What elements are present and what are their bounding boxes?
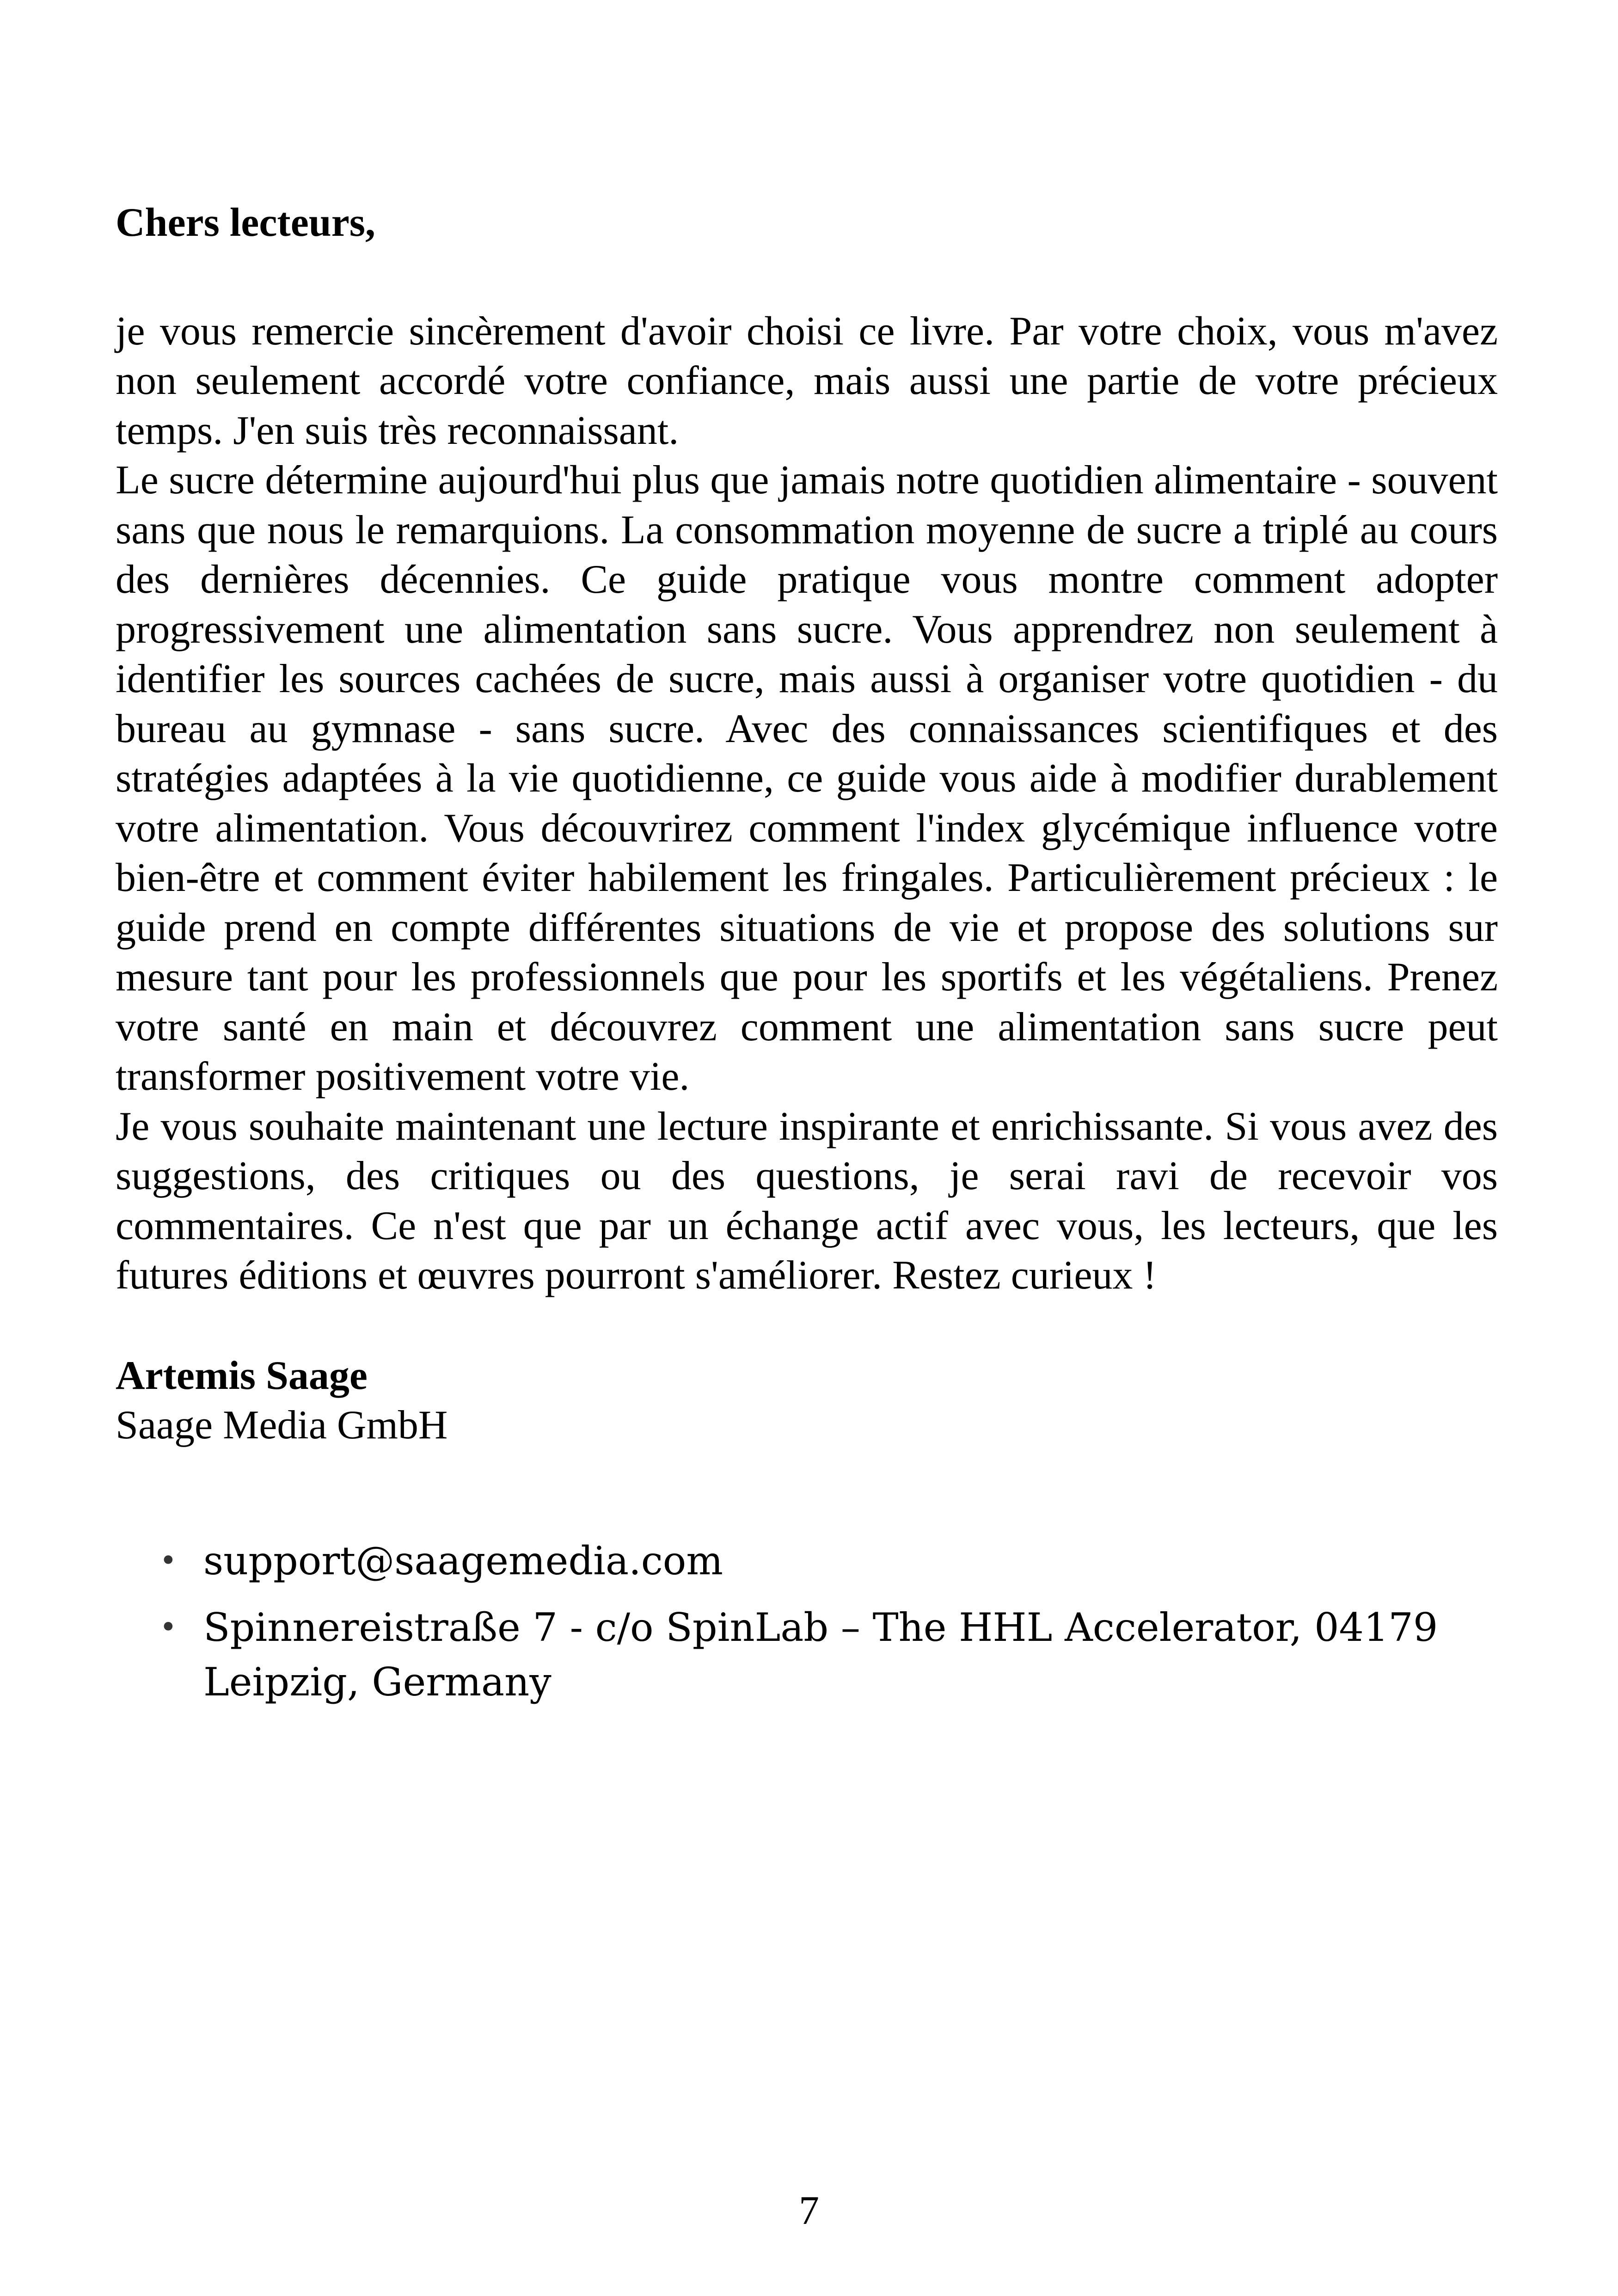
salutation: Chers lecteurs,: [116, 200, 376, 245]
email-address[interactable]: support@saagemedia.com: [203, 1538, 723, 1584]
author-name: Artemis Saage: [116, 1353, 368, 1398]
bullet-icon: •: [159, 1610, 177, 1645]
signature-block: [116, 1351, 1498, 1450]
company-name: Saage Media GmbH: [116, 1403, 448, 1448]
paragraph-thanks: je vous remercie sincèrement d'avoir choisi ce livre. Par votre choix, vous m'avez non seulement accordé votre confiance, mais aussi une partie de votre précieux temps. J'en suis très reconnaissant.: [116, 308, 1498, 453]
paragraph-closing: Je vous souhaite maintenant une lecture inspirante et enrichissante. Si vous avez des suggestions, des critiques ou des questions, je serai ravi de recevoir vos commentaires. Ce n'est que par un échange actif avec vous, les lecteurs, que les futures éditions et œuvres pourront s'améliorer. Restez curieux !: [116, 1104, 1498, 1298]
letter-body: [116, 307, 1498, 1301]
bullet-icon: •: [159, 1543, 177, 1578]
paragraph-guide-summary: Le sucre détermine aujourd'hui plus que jamais notre quotidien alimentaire - souvent sans que nous le remarquions. La consommation moyenne de sucre a triplé au cours des dernières décennies. Ce guide pratique vous montre comment adopter progressivement une alimentation sans sucre. Vous apprendrez non seulement à identifier les sources cachées de sucre, mais aussi à organiser votre quotidien - du bureau au gymnase - sans sucre. Avec des connaissances scientifiques et des stratégies adaptées à la vie quotidienne, ce guide vous aide à modifier durablement votre alimentation. Vous découvrirez comment l'index glycémique influence votre bien-être et comment éviter habilement les fringales. Particulièrement précieux : le guide prend en compte différentes situations de vie et propose des solutions sur mesure tant pour les professionnels que pour les sportifs et les végétaliens. Prenez votre santé en main et découvrez comment une alimentation sans sucre peut transformer positivement votre vie.: [116, 458, 1498, 1099]
letter-content: [116, 198, 1498, 1721]
contact-address: [159, 1600, 1498, 1709]
contact-list: [116, 1534, 1498, 1709]
contact-email: [159, 1534, 1498, 1588]
postal-address: Spinnereistraße 7 - c/o SpinLab – The HHL Accelerator, 04179 Leipzig, Germany: [203, 1604, 1438, 1705]
page-number: 7: [799, 2188, 819, 2233]
